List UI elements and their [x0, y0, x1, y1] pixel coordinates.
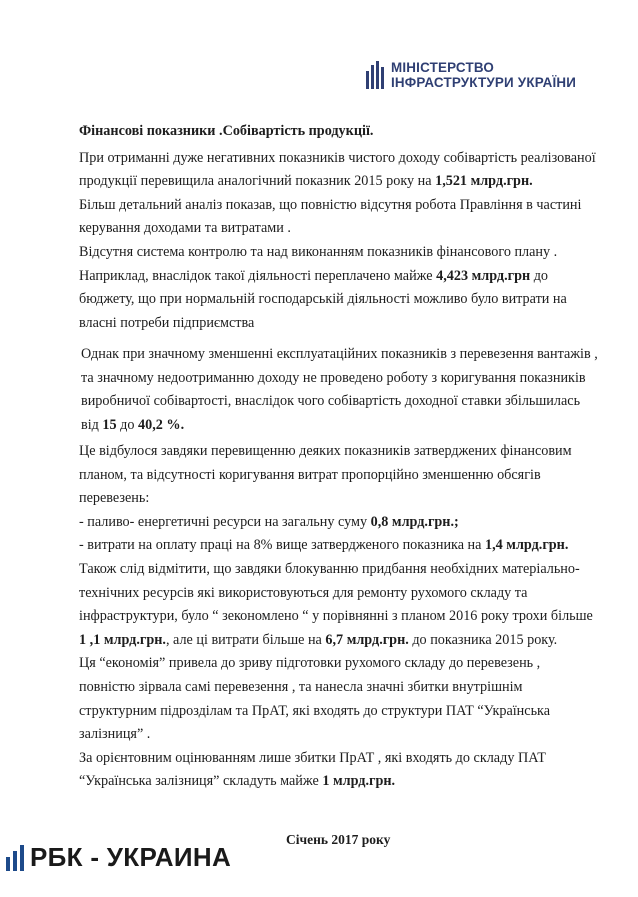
text-run: до — [116, 416, 138, 433]
rbc-logo-icon — [6, 845, 24, 871]
ministry-name-line2: ІНФРАСТРУКТУРИ УКРАЇНИ — [391, 75, 577, 90]
paragraph-7-line-4: залізниця” . — [79, 726, 151, 743]
text-run: до показника 2015 року. — [408, 631, 558, 648]
paragraph-4-line-3: виробничої собівартості, внаслідок чого собівартість доходної ставки збільшилась — [81, 393, 581, 410]
document-body-bottom — [79, 440, 599, 794]
highlight-amount: 1 ,1 млрд.грн. — [79, 631, 166, 648]
paragraph-5-line-2: планом, та відсутності коригування витрат пропорційно зменшенню обсягів — [79, 466, 541, 483]
text-run: від — [81, 416, 103, 433]
document-date: Січень 2017 року — [286, 832, 391, 847]
text-run: - витрати на оплату праці на 8% вище затвердженого показника на — [79, 537, 485, 554]
paragraph-1-line-2 — [79, 170, 599, 194]
document-body-middle — [81, 343, 601, 437]
paragraph-5-line-1: Це відбулося завдяки перевищенню деяких показників затверджених фінансовим — [79, 443, 572, 459]
highlight-amount: 1,4 млрд.грн. — [485, 537, 569, 554]
highlight-amount: 0,8 млрд.грн.; — [370, 513, 459, 530]
paragraph-6-line-1: Також слід відмітити, що завдяки блокуванню придбання необхідних матеріально- — [79, 560, 580, 577]
paragraph-3-line-3: бюджету, що при нормальній господарській діяльності можливо було витрати на — [79, 291, 567, 308]
paragraph-3-line-1: Відсутня система контролю та над виконанням показників фінансового плану . — [79, 243, 558, 260]
paragraph-4-line-1: Однак при значному зменшенні експлуатаційних показників з перевезення вантажів , — [81, 346, 598, 362]
highlight-amount: 15 — [102, 416, 117, 433]
text-run: , але ці витрати більше на — [165, 631, 326, 648]
paragraph-6-line-2: технічних ресурсів які використовуються для ремонту рухомого складу та — [79, 584, 528, 601]
document-title: Фінансові показники .Собівартість продукції. — [79, 123, 374, 139]
highlight-amount: 1 млрд.грн. — [322, 773, 396, 790]
paragraph-6-line-3: інфраструктури, було “ зекономлено “ у порівнянні з планом 2016 року трохи більше — [79, 608, 593, 625]
paragraph-2-line-2: керування доходами та витратами . — [79, 220, 291, 237]
paragraph-5-line-3: перевезень: — [79, 490, 150, 507]
text-run: Наприклад, внаслідок такої діяльності переплачено майже — [79, 267, 437, 284]
paragraph-6-line-4 — [79, 629, 599, 653]
highlight-amount: 4,423 млрд.грн — [436, 267, 531, 284]
text-run: до — [530, 267, 549, 284]
ministry-emblem-icon — [366, 61, 384, 89]
rbc-watermark-text: РБК - УКРАИНА — [30, 842, 232, 872]
paragraph-1-line-1: При отриманні дуже негативних показників чистого доходу собівартість реалізованої — [79, 149, 596, 166]
highlight-amount: 6,7 млрд.грн. — [325, 631, 409, 648]
text-run: - паливо- енергетичні ресурси на загальну суму — [79, 513, 371, 530]
paragraph-8-line-2 — [79, 770, 599, 794]
paragraph-8-line-1: За орієнтовним оцінюванням лише збитки ПрАТ , які входять до складу ПАТ — [79, 749, 546, 766]
paragraph-2-line-1: Більш детальний аналіз показав, що повністю відсутня робота Правління в частині — [79, 196, 582, 213]
text-run: “Українська залізниця” складуть майже — [79, 773, 323, 790]
paragraph-4-line-2: та значному недоотриманню доходу не проведено роботу з коригування показників — [81, 369, 586, 386]
highlight-amount: 40,2 %. — [138, 416, 185, 433]
highlight-amount: 1,521 млрд.грн. — [435, 173, 533, 190]
bullet-2 — [79, 534, 599, 558]
paragraph-7-line-3: структурним підрозділам та ПрАТ, які входять до структури ПАТ “Українська — [79, 702, 551, 719]
ministry-name — [391, 60, 576, 90]
text-run: продукції перевищила аналогічний показник 2015 року на — [79, 173, 436, 190]
paragraph-3-line-4: власні потреби підприємства — [79, 314, 255, 331]
paragraph-7-line-2: повністю зірвала самі перевезення , та нанесла значні збитки внутрішнім — [79, 678, 523, 695]
paragraph-4-line-4 — [81, 414, 601, 438]
document-body-top — [79, 120, 599, 335]
ministry-name-line1: МІНІСТЕРСТВО — [391, 60, 494, 75]
ministry-logo — [366, 60, 576, 90]
rbc-watermark — [6, 842, 231, 873]
bullet-1 — [79, 511, 599, 535]
paragraph-3-line-2 — [79, 265, 599, 289]
paragraph-7-line-1: Ця “економія” привела до зриву підготовки рухомого складу до перевезень , — [79, 655, 541, 672]
